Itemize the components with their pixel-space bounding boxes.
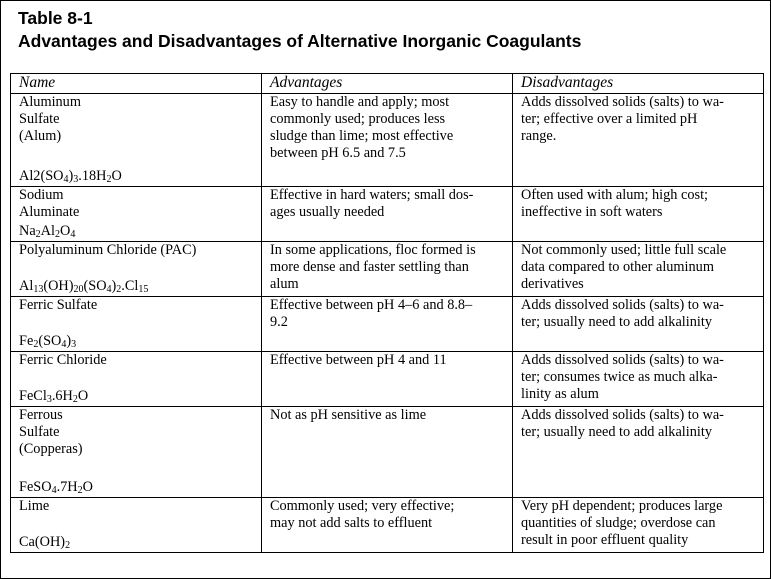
chemical-formula: $FeCl_3.6H_2O$ — [19, 388, 89, 405]
cell-disadvantages: Adds dissolved solids (salts) to wa- ter; effective over a limited pH range. — [513, 94, 764, 187]
cell-advantages: Easy to handle and apply; most commonly used; produces less sludge than lime; most effective between pH 6.5 and 7.5 — [262, 94, 513, 187]
table-title: Advantages and Disadvantages of Alternative Inorganic Coagulants — [18, 31, 582, 51]
chemical-formula: $Na_2Al_2O_4$ — [19, 223, 76, 240]
cell-advantages: Effective between pH 4–6 and 8.8– 9.2 — [262, 297, 513, 352]
coagulants-table — [10, 73, 764, 553]
cell-disadvantages: Adds dissolved solids (salts) to wa- ter; usually need to add alkalinity — [513, 407, 764, 498]
cell-advantages: Effective between pH 4 and 11 — [262, 352, 513, 407]
column-header-advantages: Advantages — [262, 74, 513, 94]
table-row — [11, 352, 764, 407]
cell-advantages: In some applications, floc formed is more dense and faster settling than alum — [262, 242, 513, 297]
coagulant-name: Sodium Aluminate — [19, 187, 80, 220]
cell-name — [11, 94, 262, 187]
chemical-formula: $Al_{13}(OH)_{20}(SO_4)_2.Cl_{15}$ — [19, 278, 149, 295]
table-row — [11, 407, 764, 498]
cell-name — [11, 407, 262, 498]
coagulant-name: Aluminum Sulfate (Alum) — [19, 94, 81, 144]
cell-disadvantages: Not commonly used; little full scale data compared to other aluminum derivatives — [513, 242, 764, 297]
cell-name — [11, 187, 262, 242]
chemical-formula: $Ca(OH)_2$ — [19, 534, 71, 551]
table-row — [11, 94, 764, 187]
cell-disadvantages: Very pH dependent; produces large quantities of sludge; overdose can result in poor effluent quality — [513, 498, 764, 553]
column-header-disadvantages: Disadvantages — [513, 74, 764, 94]
cell-name — [11, 498, 262, 553]
coagulant-name: Ferric Sulfate — [19, 297, 98, 313]
cell-disadvantages: Often used with alum; high cost; ineffective in soft waters — [513, 187, 764, 242]
cell-name — [11, 352, 262, 407]
cell-disadvantages: Adds dissolved solids (salts) to wa- ter; usually need to add alkalinity — [513, 297, 764, 352]
cell-disadvantages: Adds dissolved solids (salts) to wa- ter; consumes twice as much alka- linity as alum — [513, 352, 764, 407]
table-row — [11, 498, 764, 553]
column-header-name: Name — [11, 74, 262, 94]
header-row — [11, 74, 764, 94]
chemical-formula: $Al2(SO_4)_3.18H_2O$ — [19, 168, 122, 185]
cell-name — [11, 297, 262, 352]
cell-advantages: Not as pH sensitive as lime — [262, 407, 513, 498]
cell-name — [11, 242, 262, 297]
chemical-formula: $FeSO_4.7H_2O$ — [19, 479, 93, 496]
coagulant-name: Polyaluminum Chloride (PAC) — [19, 242, 197, 258]
coagulant-name: Ferrous Sulfate (Copperas) — [19, 407, 83, 457]
coagulant-name: Ferric Chloride — [19, 352, 107, 368]
table-number: Table 8-1 — [18, 8, 93, 28]
coagulant-name: Lime — [19, 498, 50, 514]
cell-advantages: Commonly used; very effective; may not add salts to effluent — [262, 498, 513, 553]
table-row — [11, 187, 764, 242]
table-row — [11, 297, 764, 352]
chemical-formula: $Fe_2(SO_4)_3$ — [19, 333, 77, 350]
table-row — [11, 242, 764, 297]
cell-advantages: Effective in hard waters; small dos- ages usually needed — [262, 187, 513, 242]
